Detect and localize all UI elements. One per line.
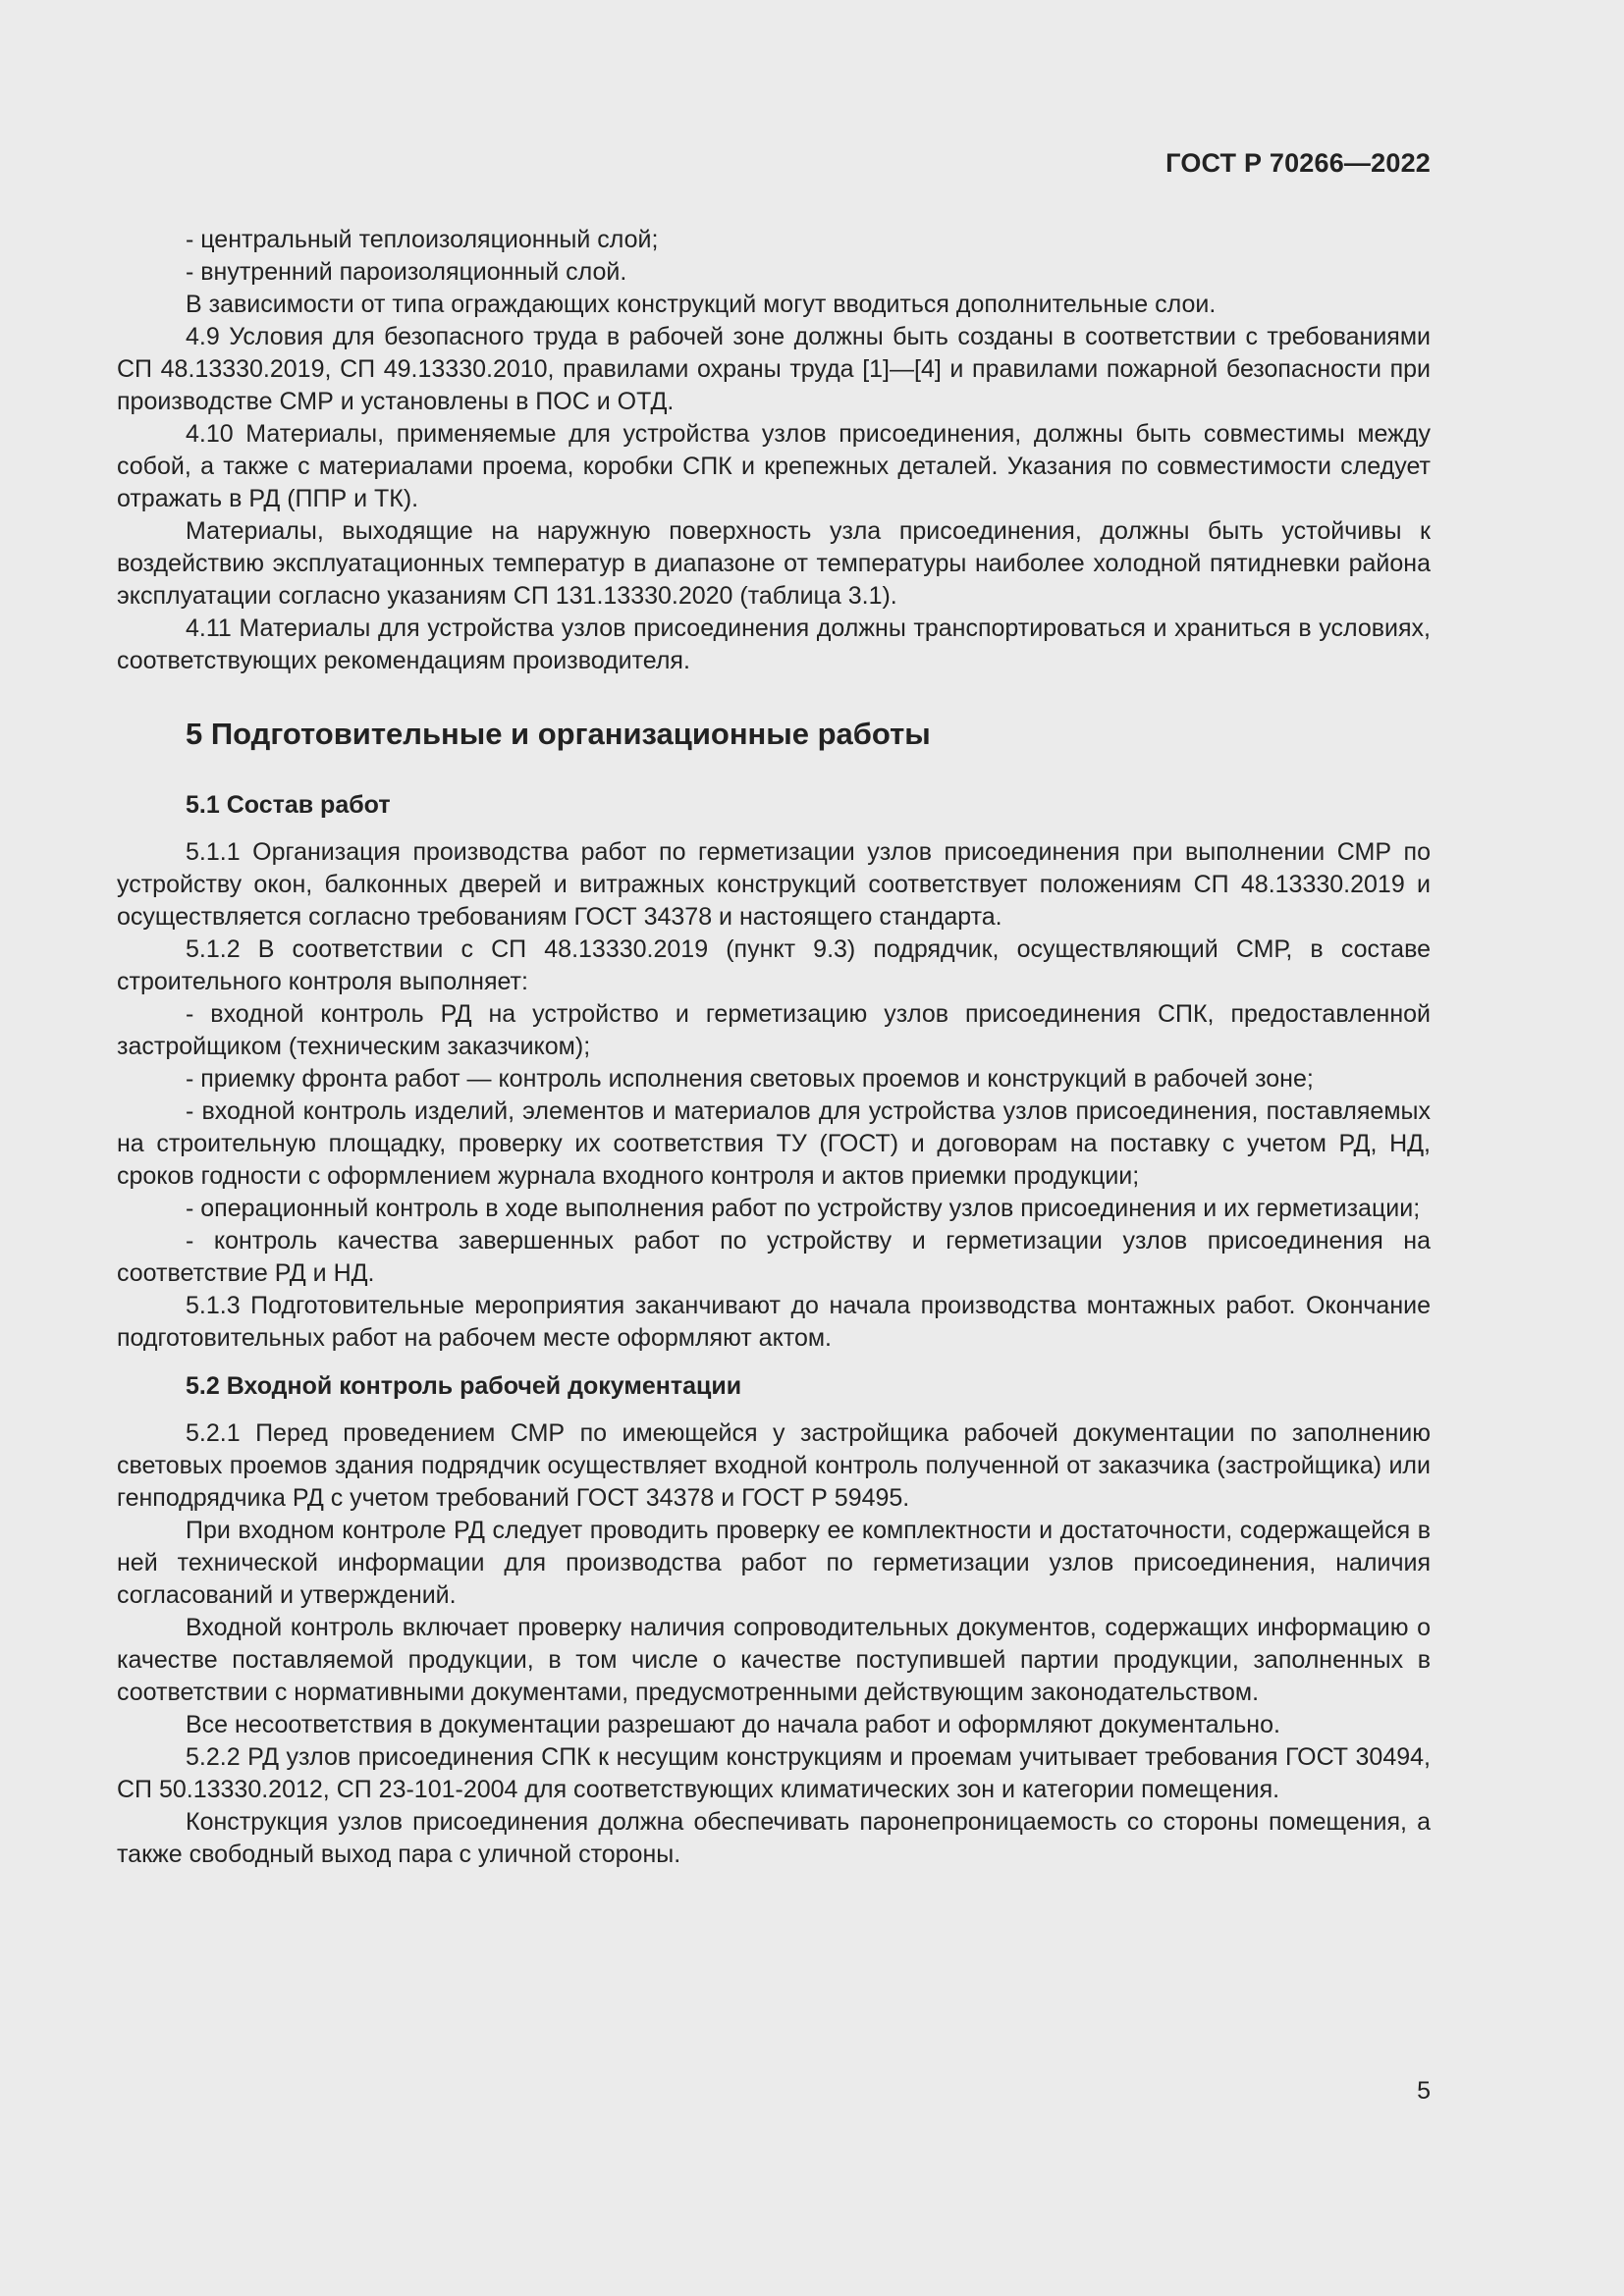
paragraph: 4.9 Условия для безопасного труда в рабочей зоне должны быть созданы в соответствии с требованиями СП 48.13330.2019, СП 49.13330.2010, правилами охраны труда [1]—[4] и правилами пожарной безопасности при производстве СМР и установлены в ПОС и ОТД. [117, 323, 1431, 415]
section-heading: 5 Подготовительные и организационные работы [186, 717, 931, 751]
paragraph: 5.1.2 В соответствии с СП 48.13330.2019 (пункт 9.3) подрядчик, осуществляющий СМР, в составе строительного контроля выполняет: [117, 935, 1431, 995]
paragraph: Конструкция узлов присоединения должна обеспечивать паронепроницаемость со стороны помещения, а также свободный выход пара с уличной стороны. [117, 1808, 1431, 1868]
subsection-heading: 5.2 Входной контроль рабочей документации [186, 1372, 742, 1400]
paragraph: 5.2.1 Перед проведением СМР по имеющейся у застройщика рабочей документации по заполнению световых проемов здания подрядчик осуществляет входной контроль полученной от заказчика (застройщика) или генподрядчика РД с учетом требований ГОСТ 34378 и ГОСТ Р 59495. [117, 1419, 1431, 1512]
page-number: 5 [1417, 2077, 1431, 2105]
document-code: ГОСТ Р 70266—2022 [1165, 148, 1431, 178]
paragraph: Материалы, выходящие на наружную поверхность узла присоединения, должны быть устойчивы к воздействию эксплуатационных температур в диапазоне от температуры наиболее холодной пятидневки района эксплуатации согласно указаниям СП 131.13330.2020 (таблица 3.1). [117, 517, 1431, 610]
paragraph: - внутренний пароизоляционный слой. [186, 258, 627, 286]
paragraph: 5.1.3 Подготовительные мероприятия заканчивают до начала производства монтажных работ. Окончание подготовительных работ на рабочем месте оформляют актом. [117, 1292, 1431, 1352]
paragraph: 5.2.2 РД узлов присоединения СПК к несущим конструкциям и проемам учитывает требования ГОСТ 30494, СП 50.13330.2012, СП 23-101-2004 для соответствующих климатических зон и категории помещения. [117, 1743, 1431, 1803]
paragraph: 4.11 Материалы для устройства узлов присоединения должны транспортироваться и храниться в условиях, соответствующих рекомендациям производителя. [117, 614, 1431, 674]
paragraph: В зависимости от типа ограждающих конструкций могут вводиться дополнительные слои. [186, 291, 1217, 318]
subsection-heading: 5.1 Состав работ [186, 791, 391, 819]
list-item: - входной контроль изделий, элементов и материалов для устройства узлов присоединения, поставляемых на строительную площадку, проверку их соответствия ТУ (ГОСТ) и договорам на поставку с учетом РД, НД, сроков годности с оформлением журнала входного контроля и актов приемки продукции; [117, 1097, 1431, 1190]
list-item: - операционный контроль в ходе выполнения работ по устройству узлов присоединения и их герметизации; [186, 1195, 1421, 1222]
paragraph: 5.1.1 Организация производства работ по герметизации узлов присоединения при выполнении СМР по устройству окон, балконных дверей и витражных конструкций соответствует положениям СП 48.13330.2019 и осуществляется согласно требованиям ГОСТ 34378 и настоящего стандарта. [117, 838, 1431, 931]
paragraph: 4.10 Материалы, применяемые для устройства узлов присоединения, должны быть совместимы между собой, а также с материалами проема, коробки СПК и крепежных деталей. Указания по совместимости следует отражать в РД (ППР и ТК). [117, 420, 1431, 512]
list-item: - входной контроль РД на устройство и герметизацию узлов присоединения СПК, предоставленной застройщиком (техническим заказчиком); [117, 1000, 1431, 1060]
list-item: - приемку фронта работ — контроль исполнения световых проемов и конструкций в рабочей зоне; [186, 1065, 1314, 1093]
list-item: - контроль качества завершенных работ по устройству и герметизации узлов присоединения на соответствие РД и НД. [117, 1227, 1431, 1287]
paragraph: При входном контроле РД следует проводить проверку ее комплектности и достаточности, содержащейся в ней технической информации для производства работ по герметизации узлов присоединения, наличия согласований и утверждений. [117, 1517, 1431, 1609]
paragraph: Входной контроль включает проверку наличия сопроводительных документов, содержащих информацию о качестве поставляемой продукции, в том числе о качестве поступившей партии продукции, заполненных в соответствии с нормативными документами, предусмотренными действующим законодательством. [117, 1614, 1431, 1706]
paragraph: Все несоответствия в документации разрешают до начала работ и оформляют документально. [186, 1711, 1280, 1738]
page-content [117, 224, 1431, 1871]
paragraph: - центральный теплоизоляционный слой; [186, 226, 659, 253]
